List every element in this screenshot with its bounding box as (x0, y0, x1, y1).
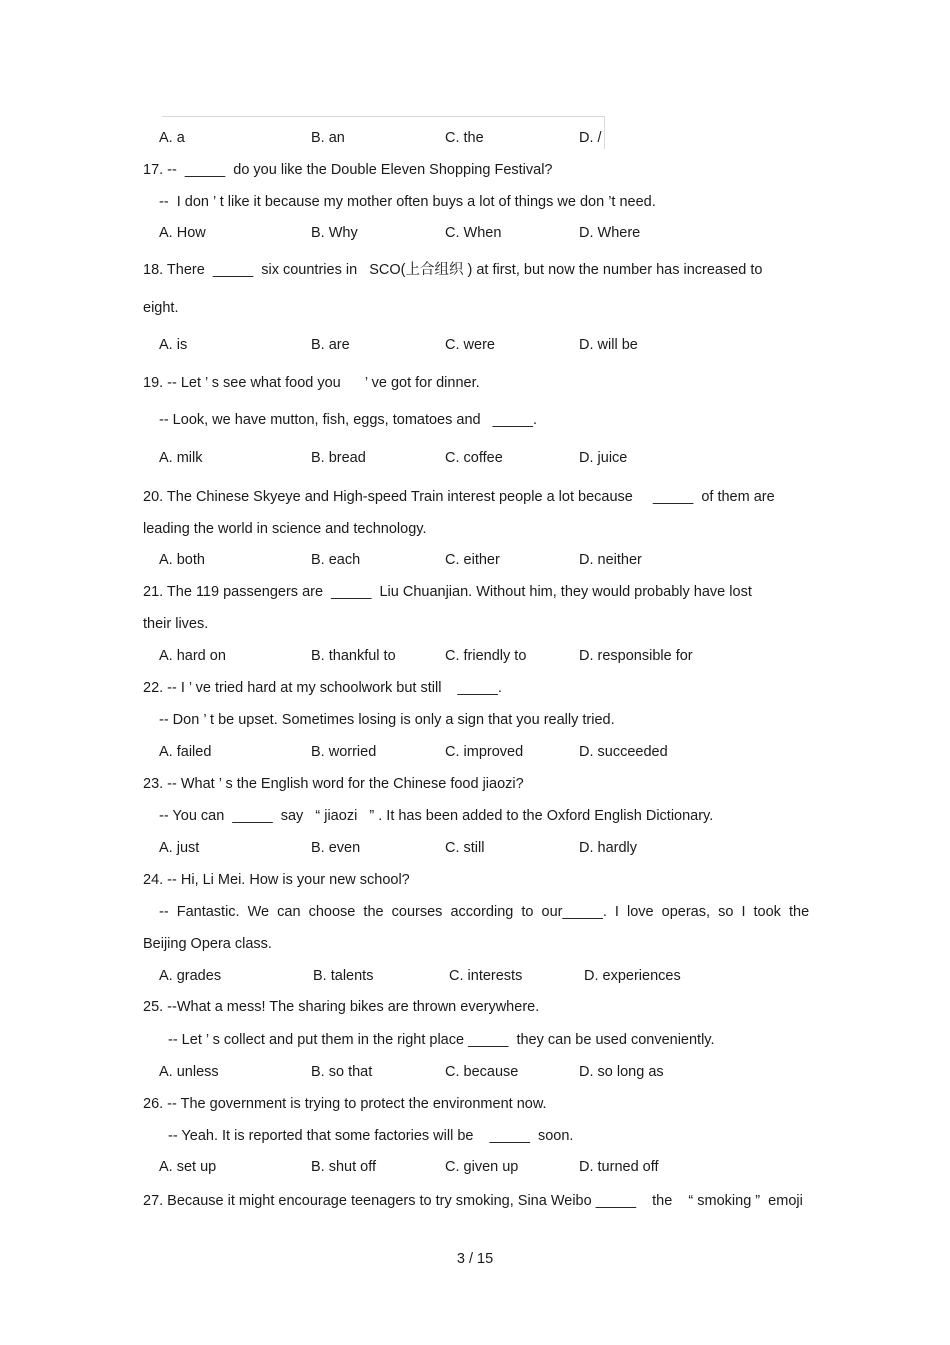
option-c[interactable]: C. the (445, 130, 484, 146)
option-d[interactable]: D. Where (579, 225, 641, 241)
option-d[interactable]: D. neither (579, 552, 642, 568)
option-d[interactable]: D. / (579, 130, 602, 146)
option-d[interactable]: D. hardly (579, 840, 638, 856)
question-23-reply: -- You can _____ say “ jiaozi ” . It has been added to the Oxford English Dictionary. (159, 808, 714, 824)
option-d[interactable]: D. will be (579, 337, 638, 353)
option-a[interactable]: A. milk (159, 450, 203, 466)
question-17-stem: 17. -- _____ do you like the Double Eleven Shopping Festival? (143, 162, 553, 178)
option-b[interactable]: B. are (311, 337, 350, 353)
option-b[interactable]: B. bread (311, 450, 366, 466)
option-a[interactable]: A. grades (159, 968, 222, 984)
page-number: 3 / 15 (456, 1251, 494, 1267)
option-a[interactable]: A. a (159, 130, 185, 146)
option-b[interactable]: B. an (311, 130, 345, 146)
option-b[interactable]: B. each (311, 552, 361, 568)
option-a[interactable]: A. How (159, 225, 206, 241)
option-c[interactable]: C. improved (445, 744, 524, 760)
option-d[interactable]: D. juice (579, 450, 628, 466)
option-c[interactable]: C. given up (445, 1159, 519, 1175)
question-27-stem: 27. Because it might encourage teenagers to try smoking, Sina Weibo _____ the “ smoking ” emoji (143, 1193, 803, 1209)
question-24-stem: 24. -- Hi, Li Mei. How is your new school? (143, 872, 410, 888)
option-c[interactable]: C. When (445, 225, 502, 241)
question-21-stem-cont: their lives. (143, 616, 209, 632)
question-19-reply: -- Look, we have mutton, fish, eggs, tomatoes and _____. (159, 412, 538, 428)
option-a[interactable]: A. both (159, 552, 205, 568)
option-a[interactable]: A. failed (159, 744, 212, 760)
question-22-stem: 22. -- I ’ ve tried hard at my schoolwork but still _____. (143, 680, 502, 696)
option-c[interactable]: C. friendly to (445, 648, 527, 664)
option-d[interactable]: D. succeeded (579, 744, 668, 760)
question-23-stem: 23. -- What ’ s the English word for the Chinese food jiaozi? (143, 776, 524, 792)
option-c[interactable]: C. because (445, 1064, 519, 1080)
option-c[interactable]: C. still (445, 840, 485, 856)
option-a[interactable]: A. hard on (159, 648, 226, 664)
option-c[interactable]: C. interests (449, 968, 523, 984)
option-d[interactable]: D. so long as (579, 1064, 664, 1080)
option-b[interactable]: B. Why (311, 225, 358, 241)
question-17-reply: -- I don ’ t like it because my mother often buys a lot of things we don ’t need. (159, 194, 656, 210)
option-a[interactable]: A. unless (159, 1064, 219, 1080)
question-24-reply: -- Fantastic. We can choose the courses according to our_____. I love operas, so I took the (159, 904, 810, 920)
option-b[interactable]: B. even (311, 840, 361, 856)
question-25-stem: 25. --What a mess! The sharing bikes are thrown everywhere. (143, 999, 540, 1015)
table-border (162, 116, 605, 149)
question-22-reply: -- Don ’ t be upset. Sometimes losing is only a sign that you really tried. (159, 712, 615, 728)
question-18-stem: 18. There _____ six countries in SCO(上合组织 ) at first, but now the number has increased to (143, 262, 763, 278)
option-b[interactable]: B. talents (313, 968, 374, 984)
question-25-reply: -- Let ’ s collect and put them in the right place _____ they can be used conveniently. (168, 1032, 715, 1048)
question-20-stem-cont: leading the world in science and technology. (143, 521, 427, 537)
question-19-stem: 19. -- Let ’ s see what food you ’ ve got for dinner. (143, 375, 480, 391)
question-20-stem: 20. The Chinese Skyeye and High-speed Train interest people a lot because _____ of them are (143, 489, 775, 505)
option-c[interactable]: C. either (445, 552, 500, 568)
option-a[interactable]: A. is (159, 337, 188, 353)
option-d[interactable]: D. experiences (584, 968, 681, 984)
option-b[interactable]: B. shut off (311, 1159, 377, 1175)
option-c[interactable]: C. were (445, 337, 495, 353)
question-24-reply-cont: Beijing Opera class. (143, 936, 272, 952)
option-a[interactable]: A. just (159, 840, 200, 856)
option-b[interactable]: B. so that (311, 1064, 373, 1080)
question-26-reply: -- Yeah. It is reported that some factories will be _____ soon. (168, 1128, 574, 1144)
question-18-stem-cont: eight. (143, 300, 179, 316)
option-b[interactable]: B. thankful to (311, 648, 396, 664)
question-21-stem: 21. The 119 passengers are _____ Liu Chuanjian. Without him, they would probably have lost (143, 584, 752, 600)
option-a[interactable]: A. set up (159, 1159, 217, 1175)
option-c[interactable]: C. coffee (445, 450, 503, 466)
option-d[interactable]: D. responsible for (579, 648, 693, 664)
question-26-stem: 26. -- The government is trying to protect the environment now. (143, 1096, 547, 1112)
option-d[interactable]: D. turned off (579, 1159, 659, 1175)
option-b[interactable]: B. worried (311, 744, 377, 760)
